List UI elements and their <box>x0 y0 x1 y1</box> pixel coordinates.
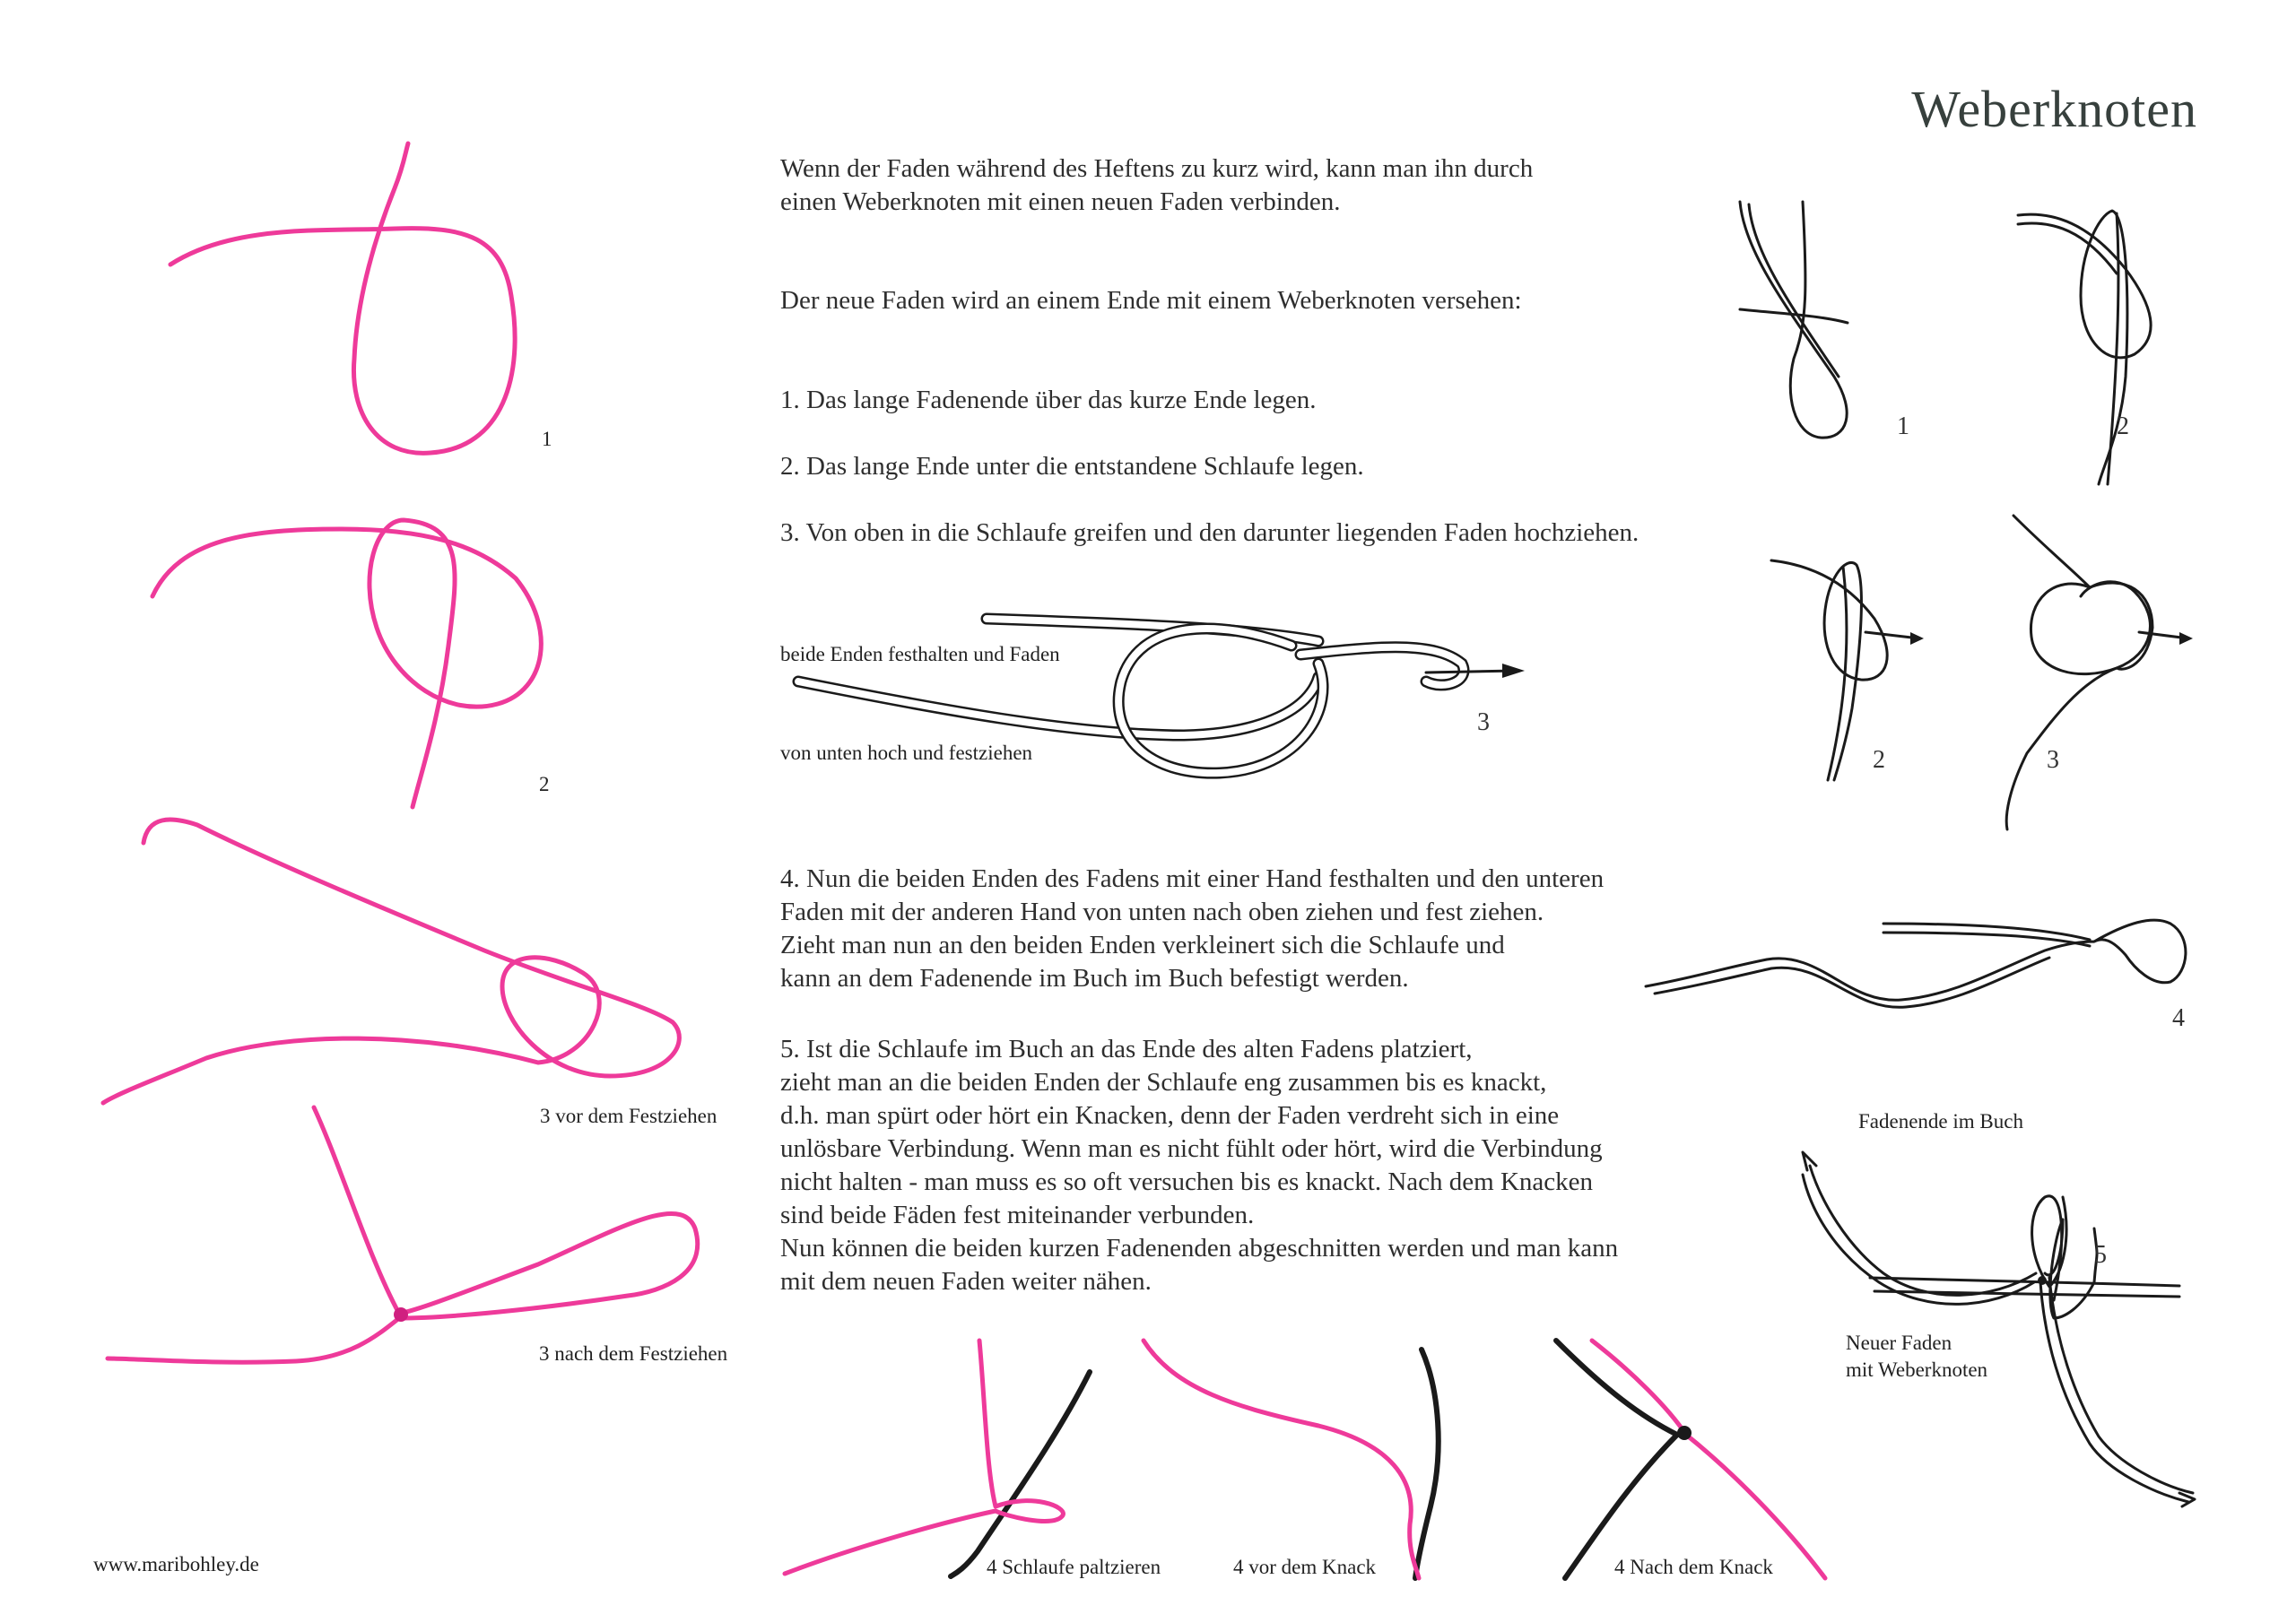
step-5-line: nicht halten - man muss es so oft versuchen bis es knackt. Nach dem Knacken <box>780 1167 1593 1196</box>
photo-1-caption: 1 <box>542 428 552 450</box>
intro-line: Wenn der Faden während des Heftens zu kurz wird, kann man ihn durch <box>780 154 1534 183</box>
bottom-photo-2-caption: 4 vor dem Knack <box>1233 1556 1377 1578</box>
diagram3-number: 3 <box>1477 708 1490 736</box>
label-mit-weberknoten: mit Weberknoten <box>1846 1358 1988 1381</box>
step-2-text: 2. Das lange Ende unter die entstandene Schlaufe legen. <box>780 452 1364 481</box>
step-4-line: kann an dem Fadenende im Buch im Buch befestigt werden. <box>780 964 1409 993</box>
step-5-line: mit dem neuen Faden weiter nähen. <box>780 1267 1152 1296</box>
label-fadenende-im-buch: Fadenende im Buch <box>1858 1110 2023 1133</box>
step-5-line: Nun können die beiden kurzen Fadenenden abgeschnitten werden und man kann <box>780 1234 1619 1263</box>
step-5-line: sind beide Fäden fest miteinander verbunden. <box>780 1201 1255 1229</box>
drawing-3-number: 3 <box>2047 746 2059 774</box>
diagram3-label-bottom: von unten hoch und festziehen <box>780 742 1033 764</box>
drawing-2 <box>2018 211 2151 484</box>
step-4-line: 4. Nun die beiden Enden des Fadens mit einer Hand festhalten und den unteren <box>780 864 1605 893</box>
step-5-line: unlösbare Verbindung. Wenn man es nicht fühlt oder hört, wird die Verbindung <box>780 1134 1603 1163</box>
drawing-2-number: 2 <box>2117 412 2129 440</box>
drawing-5 <box>1803 1152 2195 1506</box>
drawing-1-number: 1 <box>1897 412 1909 440</box>
drawing-2b <box>1771 560 1924 780</box>
drawing-2b-number: 2 <box>1873 746 1885 774</box>
step-4-line: Faden mit der anderen Hand von unten nach oben ziehen und fest ziehen. <box>780 898 1544 926</box>
drawing-4 <box>1646 920 2186 1007</box>
photo-2-caption: 2 <box>539 773 550 795</box>
drawing-4-number: 4 <box>2172 1004 2185 1032</box>
bottom-photo-1-caption: 4 Schlaufe paltzieren <box>987 1556 1161 1578</box>
drawing-3 <box>2006 516 2193 829</box>
bottom-photo-3-caption: 4 Nach dem Knack <box>1614 1556 1773 1578</box>
drawing-5-number: 5 <box>2094 1241 2107 1269</box>
drawing-1 <box>1740 202 1848 438</box>
intro-line: einen Weberknoten mit einen neuen Faden verbinden. <box>780 187 1341 216</box>
step-3-text: 3. Von oben in die Schlaufe greifen und den darunter liegenden Faden hochziehen. <box>780 518 1639 547</box>
photo-3-caption: 3 vor dem Festziehen <box>540 1105 718 1127</box>
step-1-text: 1. Das lange Fadenende über das kurze Ende legen. <box>780 386 1317 414</box>
step-5-line: 5. Ist die Schlaufe im Buch an das Ende des alten Fadens platziert, <box>780 1035 1473 1063</box>
step-5-line: d.h. man spürt oder hört ein Knacken, denn der Faden verdreht sich in eine <box>780 1101 1560 1130</box>
subintro-text: Der neue Faden wird an einem Ende mit einem Weberknoten versehen: <box>780 286 1522 315</box>
footer-website: www.maribohley.de <box>93 1553 259 1575</box>
step-4-line: Zieht man nun an den beiden Enden verkleinert sich die Schlaufe und <box>780 931 1505 959</box>
step-5-line: zieht man an die beiden Enden der Schlaufe eng zusammen bis es knackt, <box>780 1068 1547 1097</box>
diagram3-label-top: beide Enden festhalten und Faden <box>780 643 1060 665</box>
photo-4-caption: 3 nach dem Festziehen <box>539 1342 728 1365</box>
label-neuer-faden: Neuer Faden <box>1846 1332 1952 1354</box>
page-title: Weberknoten <box>1911 80 2197 138</box>
